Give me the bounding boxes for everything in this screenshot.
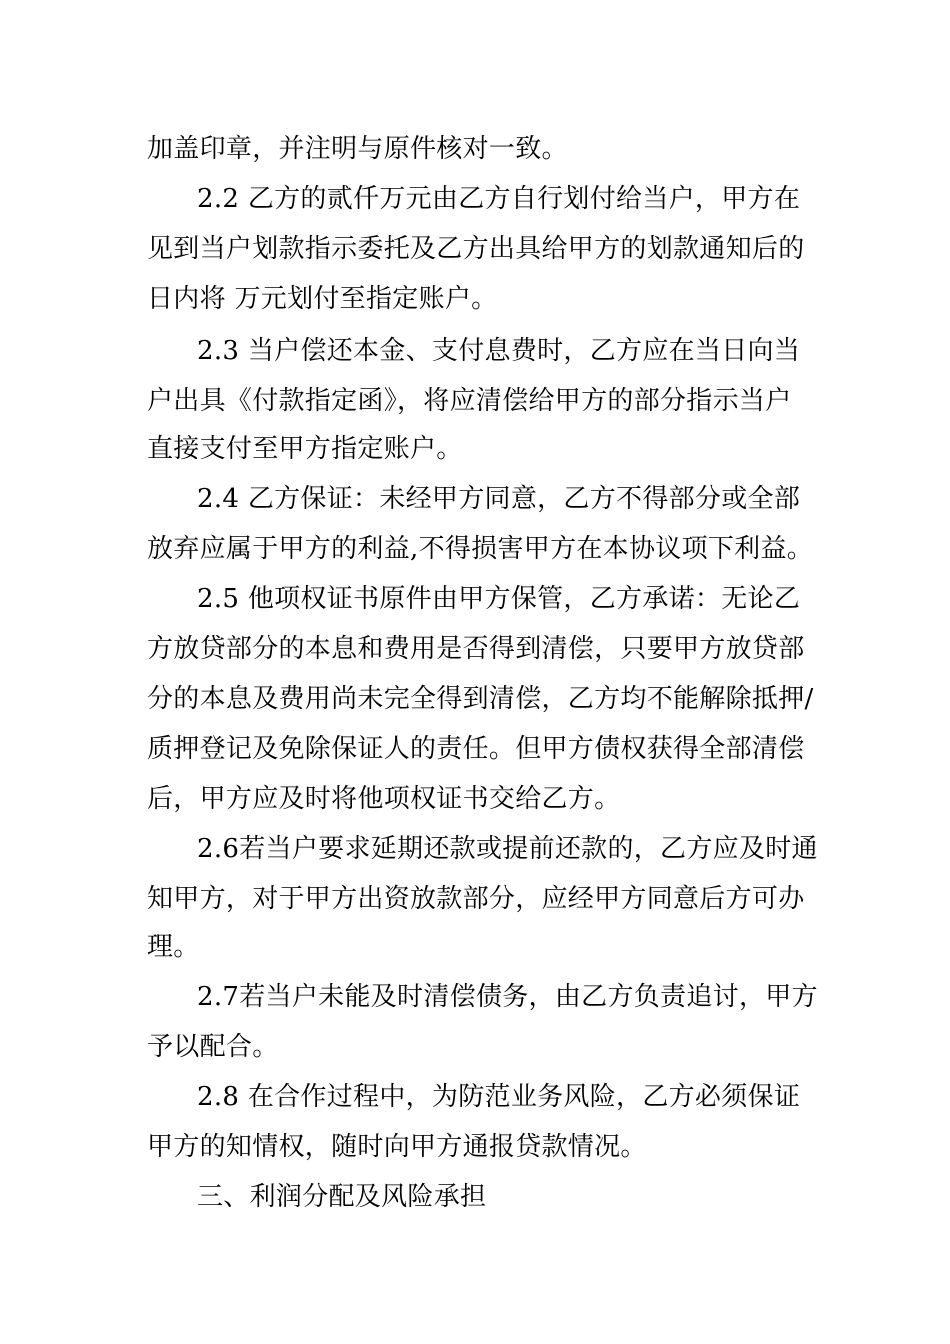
clause-2-5-line: 2.5 他项权证书原件由甲方保管，乙方承诺：无论乙 xyxy=(197,584,801,614)
text-line: 分的本息及费用尚未完全得到清偿，乙方均不能解除抵押/ xyxy=(147,684,814,714)
clause-2-3-line: 2.3 当户偿还本金、支付息费时，乙方应在当日向当 xyxy=(197,336,801,366)
text-line: 加盖印章，并注明与原件核对一致。 xyxy=(147,134,568,164)
text-line: 方放贷部分的本息和费用是否得到清偿，只要甲方放贷部 xyxy=(147,634,805,664)
clause-2-4-line: 2.4 乙方保证：未经甲方同意，乙方不得部分或全部 xyxy=(197,484,801,514)
clause-2-2-line: 2.2 乙方的贰仟万元由乙方自行划付给当户，甲方在 xyxy=(197,184,801,214)
text-line: 户出具《付款指定函》，将应清偿给甲方的部分指示当户 xyxy=(147,386,792,416)
text-line: 日内将 万元划付至指定账户。 xyxy=(147,284,498,314)
clause-2-6-line: 2.6若当户要求延期还款或提前还款的，乙方应及时通 xyxy=(197,834,818,864)
clause-2-7-line: 2.7若当户未能及时清偿债务，由乙方负责追讨，甲方 xyxy=(197,982,818,1012)
text-line: 放弃应属于甲方的利益,不得损害甲方在本协议项下利益。 xyxy=(147,534,814,564)
text-line: 见到当户划款指示委托及乙方出具给甲方的划款通知后的 xyxy=(147,234,805,264)
section-heading: 三、利润分配及风险承担 xyxy=(197,1182,487,1212)
text-line: 后，甲方应及时将他项权证书交给乙方。 xyxy=(147,784,621,814)
text-line: 直接支付至甲方指定账户。 xyxy=(147,434,463,464)
text-line: 甲方的知情权，随时向甲方通报贷款情况。 xyxy=(147,1132,647,1162)
text-line: 理。 xyxy=(147,932,200,962)
text-line: 质押登记及免除保证人的责任。但甲方债权获得全部清偿 xyxy=(147,734,805,764)
text-line: 知甲方，对于甲方出资放款部分，应经甲方同意后方可办 xyxy=(147,884,805,914)
text-line: 予以配合。 xyxy=(147,1032,279,1062)
clause-2-8-line: 2.8 在合作过程中，为防范业务风险，乙方必须保证 xyxy=(197,1082,801,1112)
